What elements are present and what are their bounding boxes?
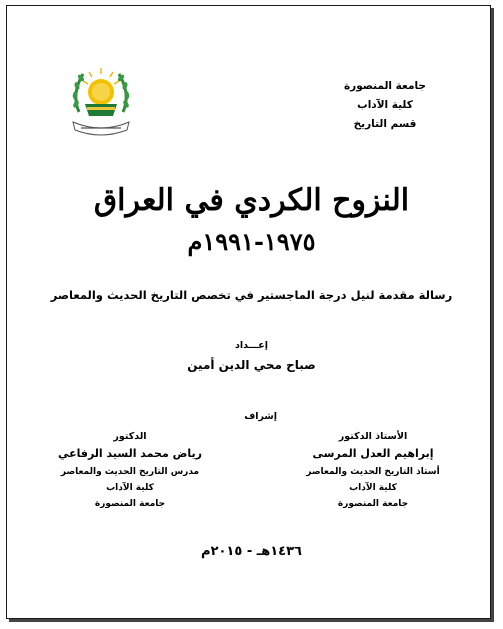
university-emblem-icon	[65, 60, 137, 142]
thesis-years: ١٩٧٥-١٩٩١م	[187, 227, 316, 256]
supervisor-title: الأستاذ الدكتور	[338, 431, 408, 442]
supervisor-faculty: كلية الآداب	[106, 483, 154, 493]
submission-date: ١٤٣٦هـ - ٢٠١٥م	[201, 544, 302, 559]
supervisor-name: رياض محمد السيد الرفاعي	[57, 447, 202, 460]
thesis-title: النزوح الكردي في العراق	[93, 183, 410, 218]
supervisor-title: الدكتور	[113, 431, 147, 442]
supervisor-position: أستاذ التاريخ الحديث والمعاصر	[306, 467, 440, 477]
supervisor-name: إبراهيم العدل المرسى	[312, 447, 434, 460]
institution-header	[325, 77, 445, 134]
faculty-name: كلية الآداب	[357, 99, 413, 111]
supervision-label: إشراف	[244, 411, 277, 422]
thesis-subtitle: رسالة مقدمة لنيل درجة الماجستير في تخصص التاريخ الحديث والمعاصر	[50, 288, 453, 302]
author-name: صباح محي الدين أمين	[187, 358, 316, 372]
supervisor-position: مدرس التاريخ الحديث والمعاصر	[60, 467, 200, 477]
supervisor-faculty: كلية الآداب	[349, 483, 397, 493]
prepared-by-label: إعـــداد	[234, 340, 269, 351]
supervisor-primary	[298, 430, 448, 512]
university-name: جامعة المنصورة	[343, 80, 426, 92]
department-name: قسم التاريخ	[353, 118, 417, 130]
supervisor-university: جامعة المنصورة	[94, 499, 166, 509]
supervisor-university: جامعة المنصورة	[337, 499, 409, 509]
supervisor-secondary	[55, 430, 205, 512]
